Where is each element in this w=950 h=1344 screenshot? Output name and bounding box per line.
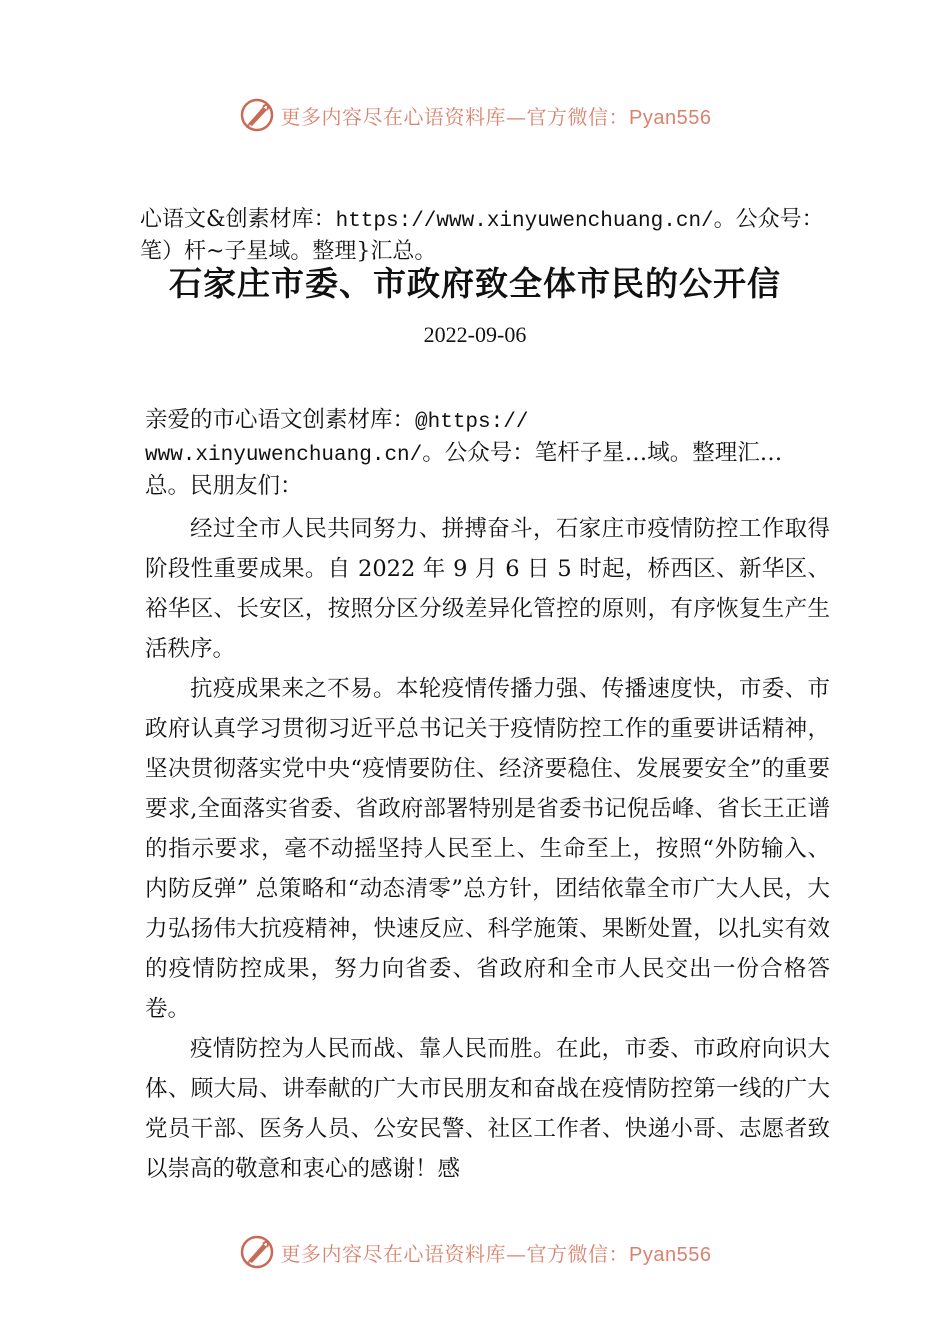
document-date: 2022-09-06 [423,322,527,347]
document-title: 石家庄市委、市政府致全体市民的公开信 [169,264,781,303]
pen-logo-icon [239,1234,275,1270]
watermark-text: 更多内容尽在心语资料库—官方微信：Pyan556 [280,104,712,129]
source-url: https://www.xinyuwenchuang.cn/ [335,210,714,233]
watermark-banner-top [0,95,950,135]
paragraph-3: 疫情防控为人民而战、靠人民而胜。在此，市委、市政府向识大体、顾大局、讲奉献的广大市民朋友和奋战在疫情防控第一线的广大党员干部、医务人员、公安民警、社区工作者、快递小哥、志愿者致以崇高的敬意和衷心的感谢！感 [145,1036,830,1182]
watermark-text: 更多内容尽在心语资料库—官方微信：Pyan556 [280,1241,712,1266]
source-note: 心语文&创素材库：https://www.xinyuwenchuang.cn/。公众号：笔）杆~子星域。整理}汇总。 [140,207,824,264]
greeting: 亲爱的市心语文创素材库：@https:// www.xinyuwenchuang.cn/。公众号：笔杆子星…域。整理汇… 总。民朋友们： [145,407,783,499]
letter-body [145,405,830,1189]
paragraph-2: 抗疫成果来之不易。本轮疫情传播力强、传播速度快，市委、市政府认真学习贯彻习近平总书记关于疫情防控工作的重要讲话精神，坚决贯彻落实党中央“疫情要防住、经济要稳住、发展要安全”的重要要求,全面落实省委、省政府部署特别是省委书记倪岳峰、省长王正谱的指示要求，毫不动摇坚持人民至上、生命至上，按照“外防输入、内防反弹” 总策略和“动态清零”总方针，团结依靠全市广大人民，大力弘扬伟大抗疫精神，快速反应、科学施策、果断处置，以扎实有效的疫情防控成果，努力向省委、省政府和全市人民交出一份合格答卷。 [145,676,830,1022]
watermark-banner-bottom [0,1232,950,1272]
pen-logo-icon [239,97,275,133]
paragraph-1: 经过全市人民共同努力、拼搏奋斗，石家庄市疫情防控工作取得阶段性重要成果。自 2022 年 9 月 6 日 5 时起，桥西区、新华区、裕华区、长安区，按照分区分级差异化管控的原则，有序恢复生产生活秩序。 [145,516,830,662]
